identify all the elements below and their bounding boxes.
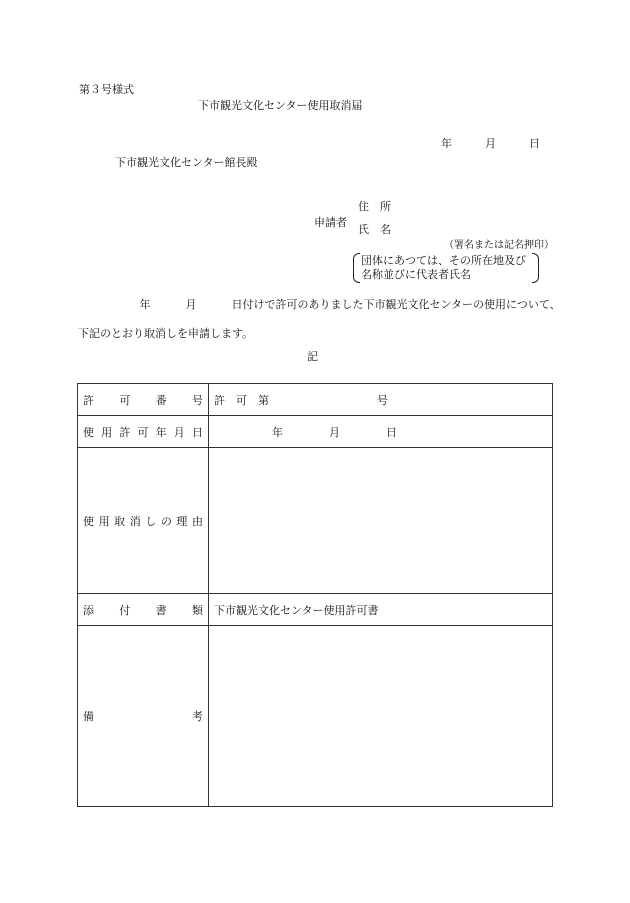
table-row-permit-number bbox=[78, 384, 553, 416]
field-remarks[interactable] bbox=[209, 626, 553, 807]
label-attachments: 添 付 書 類 bbox=[78, 594, 209, 626]
group-note-line2: 名称並びに代表者氏名 bbox=[361, 268, 471, 281]
address-label: 住 所 bbox=[358, 200, 391, 213]
body-text-line2: 下記のとおり取消しを申請します。 bbox=[78, 327, 254, 340]
field-permit-date[interactable]: 年 月 日 bbox=[209, 416, 553, 448]
body-line1-text: 日付けで許可のありました下市観光文化センターの使用について、 bbox=[231, 298, 561, 311]
label-permit-number: 許 可 番 号 bbox=[78, 384, 209, 416]
date-year: 年 bbox=[441, 137, 452, 150]
table-row-attachments bbox=[78, 594, 553, 626]
form-number: 第３号様式 bbox=[79, 83, 134, 96]
table-row-remarks bbox=[78, 626, 553, 807]
date-month: 月 bbox=[485, 137, 496, 150]
date-day: 日 bbox=[529, 137, 540, 150]
right-bracket bbox=[532, 253, 539, 283]
label-cancel-reason: 使 用 取 消 し の 理 由 bbox=[78, 448, 209, 594]
body-text-line1 bbox=[78, 298, 561, 311]
table-row-cancel-reason bbox=[78, 448, 553, 594]
submission-date bbox=[441, 137, 540, 150]
table-row-permit-date bbox=[78, 416, 553, 448]
cancellation-form-table bbox=[77, 383, 553, 807]
group-note-line1: 団体にあつては、その所在地及び bbox=[361, 254, 526, 267]
group-note bbox=[353, 253, 539, 283]
field-permit-number[interactable]: 許 可 第 号 bbox=[209, 384, 553, 416]
left-bracket bbox=[353, 253, 360, 283]
label-remarks: 備 考 bbox=[78, 626, 209, 807]
addressee: 下市観光文化センター館長殿 bbox=[115, 156, 258, 169]
name-label: 氏 名 bbox=[358, 223, 391, 236]
signature-note: （署名または記名押印） bbox=[444, 240, 554, 251]
label-permit-date: 使 用 許 可 年 月 日 bbox=[78, 416, 209, 448]
ki-heading: 記 bbox=[307, 350, 318, 363]
field-cancel-reason[interactable] bbox=[209, 448, 553, 594]
applicant-label: 申請者 bbox=[314, 216, 347, 229]
body-year: 年 bbox=[139, 298, 151, 311]
field-attachments: 下市観光文化センター使用許可書 bbox=[209, 594, 553, 626]
page-title: 下市観光文化センター使用取消届 bbox=[198, 99, 363, 112]
body-month: 月 bbox=[185, 298, 197, 311]
